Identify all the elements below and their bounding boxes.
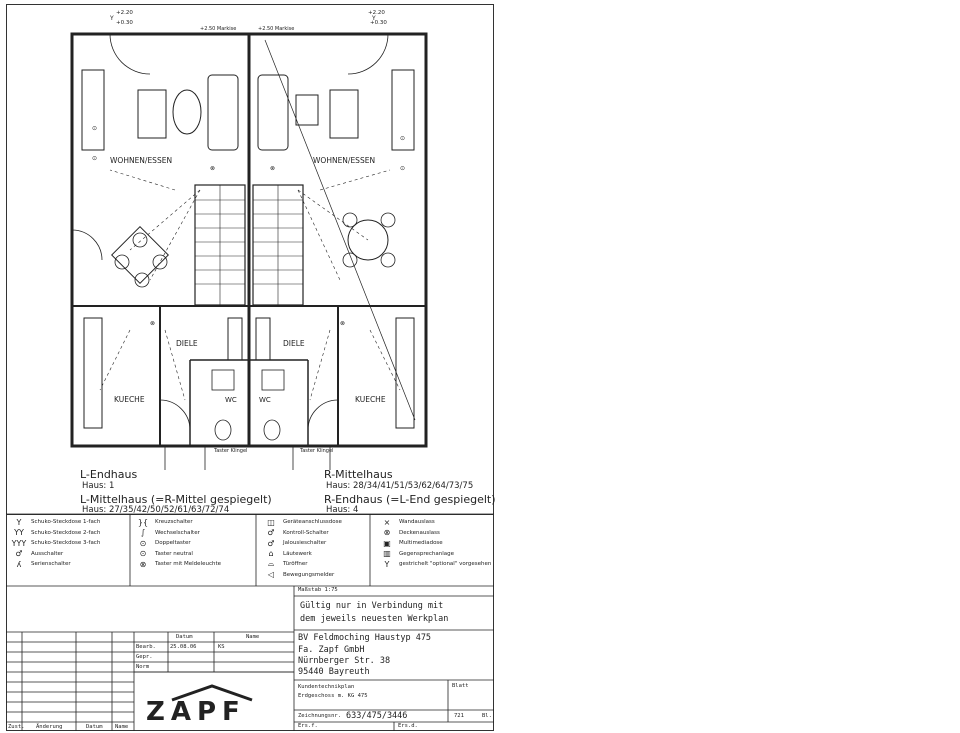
svg-text:+0.30: +0.30: [370, 20, 387, 26]
room-label-kueche-left: KUECHE: [114, 395, 145, 404]
project-name: BV Feldmoching Haustyp 475: [298, 633, 432, 643]
drawing-number-label: Zeichnungsnr.: [298, 713, 342, 719]
room-label-diele-right: DIELE: [283, 339, 305, 348]
company-name: Fa. Zapf GmbH: [298, 645, 365, 655]
legend-col-4: × Wandauslass ⊗ Deckenauslass ▣ Multimediadose ▥ Gegensprechanlage Y gestrichelt "optional" vorgesehen: [378, 517, 491, 570]
aenderung-label: Änderung: [36, 724, 63, 730]
svg-text:⊗: ⊗: [340, 320, 346, 327]
series-switch-icon: ʎ: [16, 559, 22, 569]
ersatz-durch: Ers.d.: [398, 723, 418, 729]
name-label-bottom: Name: [115, 724, 129, 730]
motion-sensor-icon: ◁: [267, 570, 275, 580]
legend-col-1: Y Schuko-Steckdose 1-fach YY Schuko-Steckdose 2-fach YYY Schuko-Steckdose 3-fach ♂ Ausschalter ʎ Serienschalter: [11, 517, 101, 569]
l-endhaus-sub: Haus: 1: [82, 481, 115, 491]
button-icon: ⊙: [139, 549, 147, 559]
switch-icon: ♂: [15, 549, 23, 559]
r-mittelhaus-title: R-Mittelhaus: [324, 468, 393, 481]
sheet-bl: Bl.: [482, 713, 492, 719]
room-label-wohnen-right: WOHNEN/ESSEN: [313, 156, 376, 165]
svg-text:+2.50 Markise: +2.50 Markise: [200, 26, 237, 32]
cross-switch-icon: }{: [137, 517, 149, 527]
svg-text:⊗: ⊗: [150, 320, 156, 327]
ersatz-fuer: Ers.f.: [298, 723, 318, 729]
bearb-name: KS: [218, 644, 225, 650]
toggle-switch-icon: ∫: [140, 528, 146, 538]
svg-text:+2.20: +2.20: [116, 10, 133, 16]
svg-text:⊙: ⊙: [92, 125, 98, 132]
room-label-wc-right: WC: [259, 396, 271, 404]
room-label-kueche-right: KUECHE: [355, 395, 386, 404]
validity-line-1: Gültig nur in Verbindung mit: [300, 601, 444, 611]
company-street: Nürnberger Str. 38: [298, 656, 391, 666]
l-mittelhaus-sub: Haus: 27/35/42/50/52/61/63/72/74: [82, 505, 230, 515]
r-endhaus-sub: Haus: 4: [326, 505, 359, 515]
company-city: 95440 Bayreuth: [298, 667, 370, 677]
gepr-label: Gepr.: [136, 654, 153, 660]
svg-text:+2.20: +2.20: [368, 10, 385, 16]
legend-col-2: }{ Kreuzschalter ∫ Wechselschalter ⊙ Doppeltaster ⊙ Taster neutral ⊗ Taster mit Meldeleuchte: [134, 517, 221, 570]
svg-text:+0.30: +0.30: [116, 20, 133, 26]
svg-text:⊗: ⊗: [270, 165, 276, 172]
l-endhaus-title: L-Endhaus: [80, 468, 138, 481]
svg-text:Taster Klingel: Taster Klingel: [300, 448, 334, 454]
blatt-label: Blatt: [452, 683, 469, 689]
l-mittelhaus-title: L-Mittelhaus (=R-Mittel gespiegelt): [80, 493, 272, 506]
drawing-subtitle: Erdgeschoss m. KG 475: [298, 693, 368, 699]
name-header: Name: [246, 634, 260, 640]
wall-light-icon: ×: [383, 517, 391, 527]
r-endhaus-title: R-Endhaus (=L-End gespiegelt): [324, 493, 496, 506]
outlet-3-icon: YYY: [11, 538, 27, 548]
intercom-icon: ▥: [383, 549, 391, 559]
wall-outlet-icon: Y: [372, 15, 376, 22]
bearb-label: Bearb.: [136, 644, 156, 650]
blinds-switch-icon: ♂: [267, 538, 275, 548]
norm-label: Norm: [136, 664, 150, 670]
svg-text:⊙: ⊙: [92, 155, 98, 162]
device-socket-icon: ◫: [267, 517, 275, 527]
date-header: Datum: [176, 634, 193, 640]
room-label-diele-left: DIELE: [176, 339, 198, 348]
validity-line-2: dem jeweils neuesten Werkplan: [300, 614, 449, 624]
room-label-wohnen-left: WOHNEN/ESSEN: [110, 156, 173, 165]
drawing-number: 633/475/3446: [346, 711, 408, 721]
room-label-wc-left: WC: [225, 396, 237, 404]
indicator-button-icon: ⊗: [139, 559, 147, 569]
outlet-2-icon: YY: [14, 528, 24, 538]
outlet-1-icon: Y: [16, 517, 22, 527]
svg-text:⊗: ⊗: [210, 165, 216, 172]
bearb-date: 25.08.06: [170, 644, 197, 650]
double-button-icon: ⊙: [139, 538, 147, 548]
scale-label: Maßstab 1:75: [298, 587, 338, 593]
control-switch-icon: ♂: [267, 528, 275, 538]
optional-icon: Y: [384, 559, 390, 569]
svg-text:⊙: ⊙: [400, 135, 406, 142]
datum-label-bottom: Datum: [86, 724, 103, 730]
zust-label: Zust.: [8, 724, 25, 730]
wall-outlet-icon: Y: [110, 15, 114, 22]
r-mittelhaus-sub: Haus: 28/34/41/51/53/62/64/73/75: [326, 481, 474, 491]
door-opener-icon: ⌓: [267, 559, 275, 569]
svg-text:+2.50 Markise: +2.50 Markise: [258, 26, 295, 32]
ceiling-light-icon: ⊗: [383, 528, 391, 538]
sheet-number: 721: [454, 713, 464, 719]
multimedia-icon: ▣: [383, 538, 391, 548]
bell-icon: ⌂: [268, 549, 274, 559]
legend-col-3: ◫ Geräteanschlussdose ♂ Kontroll-Schalter ♂ Jalousieschalter ⌂ Läutewerk ⌓ Türöffner ◁ Bewegungsmelder: [262, 517, 342, 580]
svg-text:⊙: ⊙: [400, 165, 406, 172]
zapf-logo: ZAPF: [146, 697, 246, 727]
svg-text:Taster Klingel: Taster Klingel: [214, 448, 248, 454]
drawing-title: Kundentechnikplan: [298, 684, 355, 690]
